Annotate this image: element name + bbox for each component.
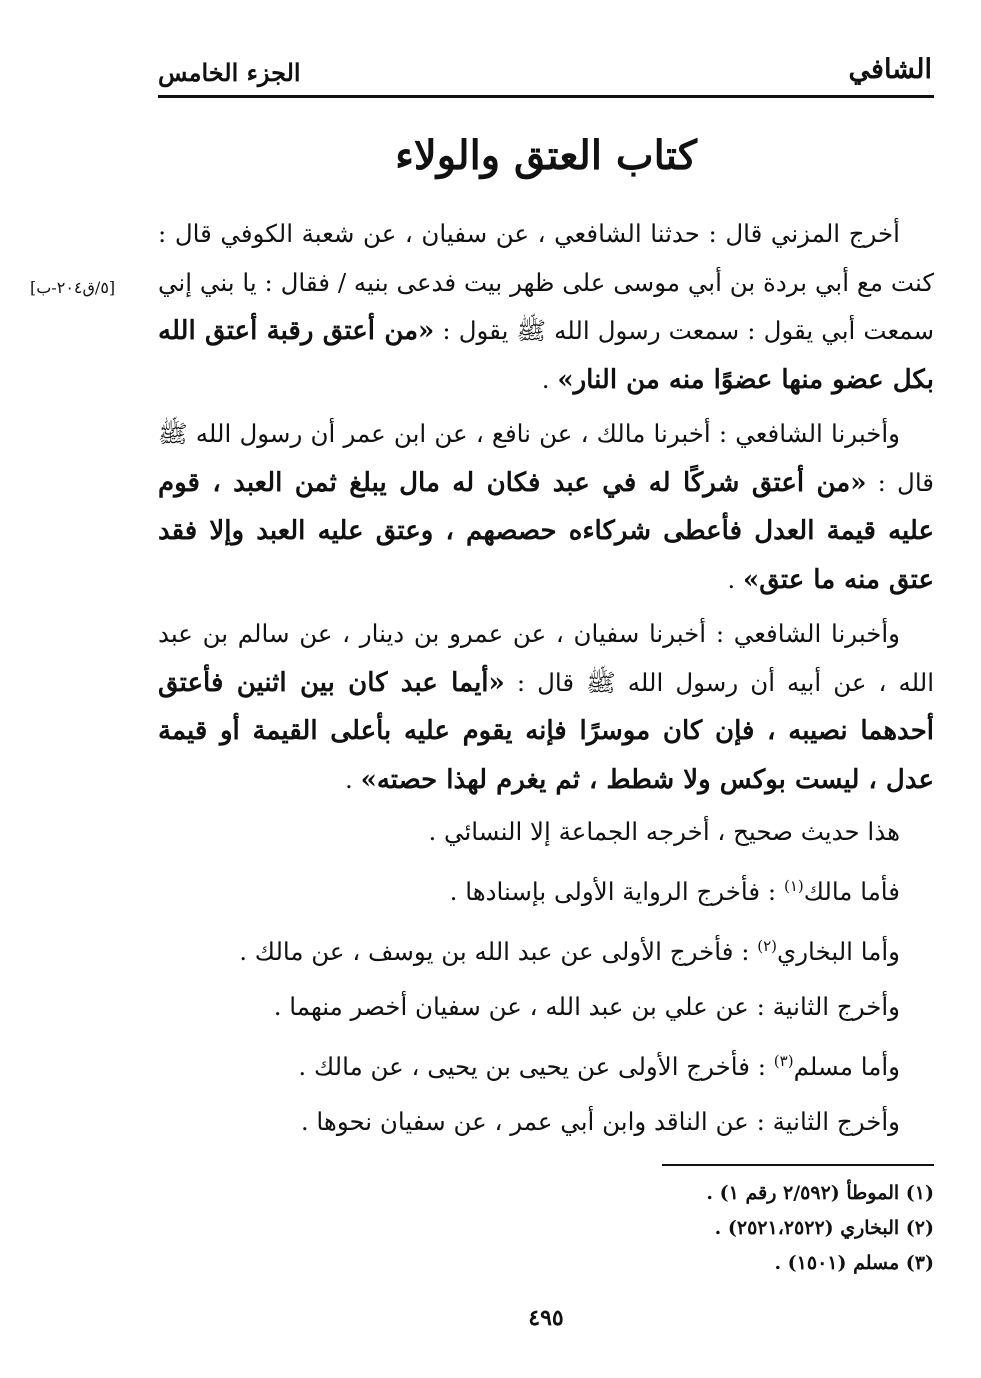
line-text: : فأخرج الأولى عن يحيى بن يحيى ، عن مالك . [298, 1052, 774, 1082]
narration-text: وأخبرنا الشافعي : أخبرنا سفيان ، عن عمرو بن دينار ، عن سالم بن عبد الله ، عن أبيه أن رسول الله ﷺ قال : [158, 619, 934, 697]
header-divider [158, 95, 934, 98]
narration-text: وأخبرنا الشافعي : أخبرنا مالك ، عن نافع ، عن ابن عمر أن رسول الله ﷺ قال : [158, 419, 935, 497]
footnote-ref-1[interactable]: (١) [783, 877, 804, 895]
header-book-title: الشافي [848, 54, 932, 85]
hadith-text: «أيما عبد كان بين اثنين فأعتق أحدهما نصيبه ، فإن كان موسرًا فإنه يقوم عليه بأعلى القيمة أو قيمة عدل ، ليست بوكس ولا شطط ، ثم يغرم لهذا حصته» [158, 667, 934, 795]
footnote-ref-3[interactable]: (٣) [773, 1052, 794, 1071]
footnote-1: (١) الموطأ (٢/٥٩٢ رقم ١) . [706, 1182, 934, 1204]
page-number: ٤٩٥ [528, 1305, 564, 1331]
paragraph-1 [158, 210, 934, 404]
main-text [158, 210, 934, 1149]
paragraph-3 [158, 610, 934, 804]
footnote-ref-2[interactable]: (٢) [757, 937, 778, 956]
paragraph-7: وأخرج الثانية : عن علي بن عبد الله ، عن سفيان أخصر منهما . [273, 992, 900, 1022]
punctuation: . [541, 364, 558, 394]
chapter-title: كتاب العتق والولاء [395, 132, 697, 179]
hadith-text: «من أعتق شركًا له في عبد فكان له مال يبلغ ثمن العبد ، قوم عليه قيمة العدل فأعطى شركاءه حصصهم ، وعتق عليه العبد وإلا فقد عتق منه ما عتق» [158, 467, 934, 595]
footnote-3: (٣) مسلم (١٥٠١) . [774, 1252, 934, 1274]
paragraph-8 [158, 1034, 934, 1094]
paragraph-6 [158, 919, 934, 979]
line-text: وأما البخاري [777, 937, 900, 967]
punctuation: . [345, 764, 361, 794]
running-header [158, 50, 932, 94]
footnote-2: (٢) البخاري (٢٥٢١،٢٥٢٢) . [714, 1217, 934, 1239]
footnote-divider [662, 1164, 934, 1166]
margin-manuscript-note: [٥/ق٢٠٤-ب] [30, 278, 116, 297]
line-text: : فأخرج الأولى عن عبد الله بن يوسف ، عن مالك . [239, 937, 758, 967]
paragraph-2 [158, 410, 934, 604]
paragraph-4: هذا حديث صحيح ، أخرجه الجماعة إلا النسائي . [428, 817, 900, 846]
line-text: : فأخرج الرواية الأولى بإسنادها . [449, 877, 784, 907]
line-text: فأما مالك [803, 877, 900, 907]
line-text: وأما مسلم [793, 1052, 900, 1082]
narration-text: أخرج المزني قال : حدثنا الشافعي ، عن سفيان ، عن شعبة الكوفي قال : كنت مع أبي بردة بن أبي موسى على ظهر بيت فدعى بنيه / فقال : يا بني إني سمعت أبي يقول : سمعت رسول الله ﷺ يقول : [158, 219, 934, 345]
punctuation: . [727, 564, 743, 594]
hadith-text: «من أعتق رقبة أعتق الله بكل عضو منها عضوًا منه من النار» [158, 316, 934, 395]
paragraph-5 [158, 859, 934, 919]
paragraph-9: وأخرج الثانية : عن الناقد وابن أبي عمر ، عن سفيان نحوها . [300, 1107, 900, 1137]
footnotes [158, 1176, 934, 1281]
header-volume: الجزء الخامس [158, 58, 301, 87]
